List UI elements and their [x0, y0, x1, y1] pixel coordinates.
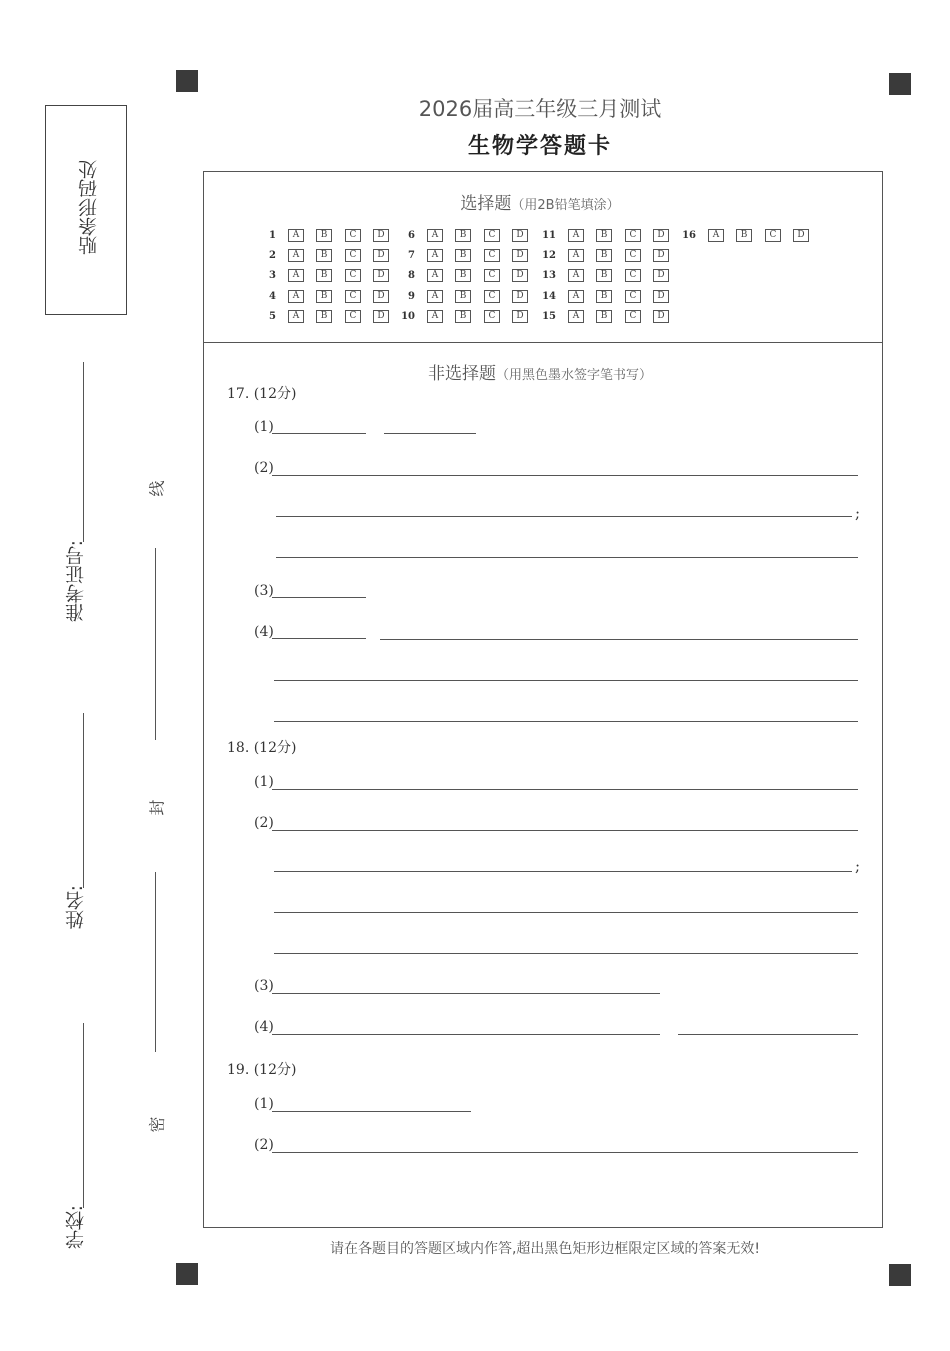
q18-part-3-label: (3) [254, 978, 274, 994]
choice-option-bubble[interactable]: B [316, 229, 332, 242]
choice-option-bubble[interactable]: A [427, 229, 443, 242]
choice-option-bubble[interactable]: D [653, 249, 669, 262]
choice-option-bubble[interactable]: B [596, 229, 612, 242]
q17-4-answer-line-a[interactable] [272, 638, 366, 639]
choice-option-bubble[interactable]: D [653, 229, 669, 242]
q17-2-answer-line-2[interactable] [276, 516, 852, 517]
choice-title-note: （用2B铅笔填涂） [511, 198, 620, 213]
choice-option-bubble[interactable]: A [288, 310, 304, 323]
seal-char-xian: 线 [147, 480, 167, 497]
choice-option-bubble[interactable]: C [484, 229, 500, 242]
choice-option-bubble[interactable]: A [708, 229, 724, 242]
choice-question-number: 3 [269, 270, 276, 281]
choice-option-bubble[interactable]: A [568, 249, 584, 262]
choice-option-bubble[interactable]: A [427, 290, 443, 303]
q18-2-answer-line-2[interactable] [274, 871, 852, 872]
choice-option-bubble[interactable]: A [427, 310, 443, 323]
choice-option-bubble[interactable]: B [455, 310, 471, 323]
choice-option-bubble[interactable]: D [373, 269, 389, 282]
q17-part-1-label: (1) [254, 419, 274, 435]
q19-part-1-label: (1) [254, 1096, 274, 1112]
choice-option-bubble[interactable]: A [427, 269, 443, 282]
name-line [83, 713, 84, 888]
choice-option-bubble[interactable]: A [427, 249, 443, 262]
name-label: 姓名: [65, 885, 87, 930]
choice-question-number: 14 [542, 291, 556, 302]
choice-option-bubble[interactable]: A [288, 269, 304, 282]
choice-option-bubble[interactable]: A [288, 290, 304, 303]
choice-option-bubble[interactable]: C [625, 249, 641, 262]
q18-4-answer-line-b[interactable] [678, 1034, 858, 1035]
choice-question-number: 7 [408, 250, 415, 261]
choice-option-bubble[interactable]: C [345, 269, 361, 282]
q18-2-answer-line-1[interactable] [272, 830, 858, 831]
question-18-heading: 18. (12分) [227, 740, 297, 756]
q17-4-answer-line-3[interactable] [274, 721, 858, 722]
choice-option-bubble[interactable]: C [765, 229, 781, 242]
choice-option-bubble[interactable]: D [653, 269, 669, 282]
choice-question-number: 15 [542, 311, 556, 322]
q17-1-answer-line-a[interactable] [272, 433, 366, 434]
question-17-heading: 17. (12分) [227, 386, 297, 402]
choice-option-bubble[interactable]: C [484, 249, 500, 262]
choice-option-bubble[interactable]: C [345, 229, 361, 242]
seal-line-segment [155, 548, 156, 740]
exam-id-label: 准考证号: [65, 540, 87, 623]
registration-mark-top-right [889, 73, 911, 95]
choice-option-bubble[interactable]: A [568, 310, 584, 323]
section-divider [203, 342, 883, 343]
q18-4-answer-line-a[interactable] [272, 1034, 660, 1035]
footer-notice: 请在各题目的答题区域内作答,超出黑色矩形边框限定区域的答案无效! [329, 1241, 761, 1257]
q19-2-answer-line[interactable] [272, 1152, 858, 1153]
choice-option-bubble[interactable]: B [455, 229, 471, 242]
choice-option-bubble[interactable]: D [373, 310, 389, 323]
choice-option-bubble[interactable]: C [345, 249, 361, 262]
choice-option-bubble[interactable]: B [596, 310, 612, 323]
q19-1-answer-line[interactable] [272, 1111, 471, 1112]
choice-question-number: 5 [269, 311, 276, 322]
exam-title: 2026届高三年级三月测试 [418, 97, 662, 121]
choice-option-bubble[interactable]: C [625, 310, 641, 323]
choice-section-title [330, 189, 750, 214]
school-line [83, 1023, 84, 1208]
choice-question-number: 8 [408, 270, 415, 281]
choice-option-bubble[interactable]: B [455, 290, 471, 303]
choice-option-bubble[interactable]: C [345, 290, 361, 303]
q17-4-answer-line-b[interactable] [380, 639, 858, 640]
choice-question-number: 6 [408, 230, 415, 241]
choice-option-bubble[interactable]: D [793, 229, 809, 242]
choice-question-number: 13 [542, 270, 556, 281]
q18-part-2-label: (2) [254, 815, 274, 831]
choice-option-bubble[interactable]: D [373, 249, 389, 262]
q18-part-1-label: (1) [254, 774, 274, 790]
choice-question-number: 4 [269, 291, 276, 302]
q18-2-answer-line-3[interactable] [274, 912, 858, 913]
choice-option-bubble[interactable]: D [373, 290, 389, 303]
q18-2-answer-line-4[interactable] [274, 953, 858, 954]
choice-option-bubble[interactable]: C [484, 269, 500, 282]
choice-option-bubble[interactable]: C [625, 269, 641, 282]
q18-1-answer-line[interactable] [272, 789, 858, 790]
q17-1-answer-line-b[interactable] [384, 433, 476, 434]
answer-sheet-title: 生物学答题卡 [467, 134, 612, 159]
choice-option-bubble[interactable]: D [512, 269, 528, 282]
choice-question-number: 16 [682, 230, 696, 241]
answer-frame [203, 171, 883, 1228]
q18-part-4-label: (4) [254, 1019, 274, 1035]
choice-option-bubble[interactable]: B [455, 249, 471, 262]
q17-2-semicolon: ; [855, 504, 861, 522]
choice-question-number: 12 [542, 250, 556, 261]
seal-line-segment [155, 872, 156, 1052]
choice-option-bubble[interactable]: C [484, 290, 500, 303]
nonchoice-title-note: （用黑色墨水签字笔书写） [495, 368, 652, 383]
choice-option-bubble[interactable]: C [484, 310, 500, 323]
choice-option-bubble[interactable]: C [625, 229, 641, 242]
choice-option-bubble[interactable]: A [288, 249, 304, 262]
choice-question-number: 11 [542, 230, 556, 241]
q17-part-3-label: (3) [254, 583, 274, 599]
choice-option-bubble[interactable]: D [512, 310, 528, 323]
school-label: 学校: [65, 1205, 87, 1250]
choice-option-bubble[interactable]: D [512, 229, 528, 242]
choice-option-bubble[interactable]: D [373, 229, 389, 242]
question-19-heading: 19. (12分) [227, 1062, 297, 1078]
seal-char-feng: 封 [147, 799, 167, 816]
q17-2-answer-line-3[interactable] [276, 557, 858, 558]
choice-option-bubble[interactable]: B [316, 290, 332, 303]
choice-option-bubble[interactable]: B [596, 249, 612, 262]
q17-part-2-label: (2) [254, 460, 274, 476]
nonchoice-section-title [330, 359, 750, 384]
choice-option-bubble[interactable]: D [512, 290, 528, 303]
choice-option-bubble[interactable]: B [736, 229, 752, 242]
registration-mark-top-left [176, 70, 198, 92]
choice-question-number: 1 [269, 230, 276, 241]
choice-option-bubble[interactable]: B [316, 310, 332, 323]
q19-part-2-label: (2) [254, 1137, 274, 1153]
choice-question-number: 10 [401, 311, 415, 322]
exam-id-line [83, 362, 84, 542]
choice-option-bubble[interactable]: A [568, 290, 584, 303]
choice-option-bubble[interactable]: C [345, 310, 361, 323]
choice-option-bubble[interactable]: B [596, 269, 612, 282]
q17-2-answer-line-1[interactable] [272, 475, 858, 476]
choice-option-bubble[interactable]: A [568, 229, 584, 242]
choice-option-bubble[interactable]: A [288, 229, 304, 242]
q17-4-answer-line-2[interactable] [274, 680, 858, 681]
seal-char-mi: 密 [147, 1116, 167, 1133]
choice-option-bubble[interactable]: D [653, 310, 669, 323]
nonchoice-title-text: 非选择题 [427, 364, 496, 384]
q18-3-answer-line[interactable] [272, 993, 660, 994]
choice-option-bubble[interactable]: A [568, 269, 584, 282]
choice-question-number: 9 [408, 291, 415, 302]
choice-title-text: 选择题 [460, 194, 512, 214]
choice-option-bubble[interactable]: D [512, 249, 528, 262]
barcode-label: 贴条形码处 [78, 160, 100, 255]
choice-option-bubble[interactable]: B [596, 290, 612, 303]
choice-option-bubble[interactable]: B [316, 249, 332, 262]
choice-question-number: 2 [269, 250, 276, 261]
choice-option-bubble[interactable]: C [625, 290, 641, 303]
choice-option-bubble[interactable]: D [653, 290, 669, 303]
choice-option-bubble[interactable]: B [455, 269, 471, 282]
choice-option-bubble[interactable]: B [316, 269, 332, 282]
q17-part-4-label: (4) [254, 624, 274, 640]
q17-3-answer-line[interactable] [272, 597, 366, 598]
q18-2-semicolon: ; [855, 857, 861, 875]
registration-mark-bottom-right [889, 1264, 911, 1286]
registration-mark-bottom-left [176, 1263, 198, 1285]
